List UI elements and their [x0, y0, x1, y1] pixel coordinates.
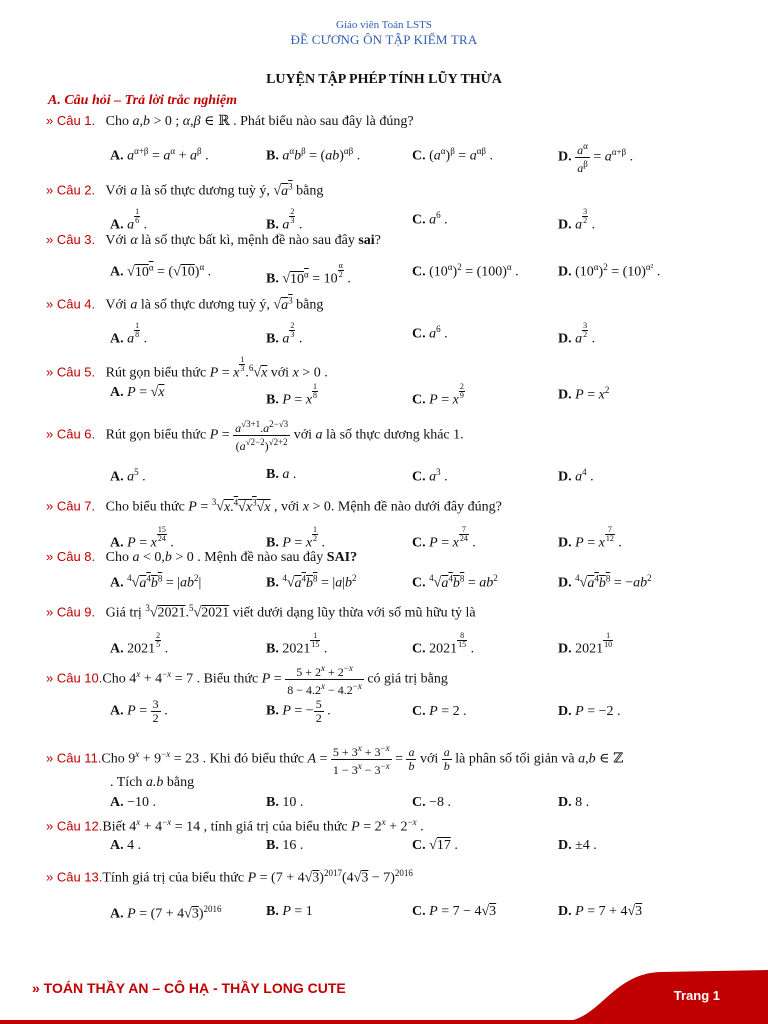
question-11: » Câu 11.Cho $9^x + 9^{-x} = 23$ . Khi đó biểu thức A = $\frac{5 + 3^x + 3^{-x}}{1 - 3^x - 3^{-x}}$ = $\frac{a}{b}$ với $\frac{a}{b}$ là phân số tối giản và a,b ∈ ℤ: [46, 743, 624, 777]
answer-11a: A. −10 .: [110, 795, 157, 810]
answer-8a: A. $^4√a^4b^8 = |ab^2|$: [110, 573, 202, 591]
question-7: » Câu 7. Cho biểu thức $P = ^3√x.^4√x^3√x$ , với x > 0. Mệnh đề nào dưới đây đúng?: [46, 497, 502, 515]
answer-7a: A. P = x $\frac{15}{24}$ .: [110, 525, 174, 551]
answer-11c: C. −8 .: [412, 795, 452, 810]
question-number: » Câu 6.: [46, 426, 96, 442]
answer-6b: B. a .: [266, 467, 297, 482]
answer-4c: C. $a^6$ .: [412, 324, 448, 342]
answer-3b: B. $√10^\alpha = 10$ $\frac{\alpha}{2}$ .: [266, 261, 351, 287]
answer-4a: A. a $\frac{1}{8}$ .: [110, 321, 148, 347]
answer-5d: D. $P = x^2$: [558, 385, 610, 403]
answer-3d: D. $(10^\alpha)^2 = (10)^{\alpha^2}$ .: [558, 262, 661, 280]
question-number: » Câu 12.: [46, 818, 103, 834]
question-3: » Câu 3. Với α là số thực bất kì, mệnh đề nào sau đây sai?: [46, 232, 381, 248]
question-12: » Câu 12.Biết $4^x + 4^{-x} = 14$ , tính giá trị của biểu thức $P = 2^x + 2^{-x}$ .: [46, 817, 424, 835]
question-number: » Câu 11.: [46, 750, 102, 766]
answer-13a: A. $P = (7 + 4√3)^{2016}$: [110, 904, 222, 922]
question-number: » Câu 2.: [46, 182, 96, 198]
question-8: » Câu 8. Cho a < 0,b > 0 . Mệnh đề nào sau đây SAI?: [46, 549, 358, 565]
header-title: ĐỀ CƯƠNG ÔN TẬP KIỂM TRA: [290, 32, 478, 47]
answer-6d: D. $a^4$ .: [558, 467, 594, 485]
answer-13b: B. P = 1: [266, 904, 313, 919]
question-number: » Câu 10.: [46, 670, 103, 686]
answer-7d: D. P = x $\frac{7}{12}$ .: [558, 525, 622, 551]
question-9: » Câu 9. Giá trị $^3$√2021.$^5$√2021 viết dưới dạng lũy thừa với số mũ hữu tỷ là: [46, 603, 476, 621]
question-10: » Câu 10.Cho $4^x + 4^{-x} = 7$ . Biểu thức P = $\frac{5 + 2^x + 2^{-x}}{8 - 4.2^x - 4.2^{-x}}$ có giá trị bằng: [46, 663, 448, 697]
question-6: » Câu 6. Rút gọn biểu thức P = $\frac{a^{√3+1}.a^{2-√3}}{(a^{√2-2})^{√2+2}}$ với a là số thực dương khác 1.: [46, 419, 464, 453]
question-4: » Câu 4. Với a là số thực dương tuỳ ý, $√a^3$ bằng: [46, 295, 324, 313]
answer-10c: C. P = 2 .: [412, 704, 467, 719]
answer-9b: B. 2021 $\frac{1}{15}$ .: [266, 631, 328, 657]
answer-13d: D. P = 7 + 4√3: [558, 904, 643, 919]
question-number: » Câu 9.: [46, 604, 96, 620]
question-number: » Câu 1.: [46, 113, 96, 128]
answer-5b: B. P = x $\frac{1}{8}$: [266, 382, 318, 408]
answer-3a: A. $√10^\alpha = (√10)^\alpha$ .: [110, 262, 212, 280]
answer-10a: A. P = $\frac{3}{2}$ .: [110, 697, 168, 725]
answer-1d: D. $\frac{a^\alpha}{a^\beta}$ = $a^{\alpha+\beta}$ .: [558, 141, 634, 175]
answer-9c: C. 2021 $\frac{8}{15}$ .: [412, 631, 475, 657]
answer-11b: B. 10 .: [266, 795, 304, 810]
answer-7c: C. P = x $\frac{7}{24}$ .: [412, 525, 476, 551]
page-number: Trang 1: [673, 988, 720, 1003]
question-number: » Câu 5.: [46, 364, 96, 380]
answer-12b: B. 16 .: [266, 838, 304, 853]
answer-1a: A. $a^{\alpha+\beta} = a^\alpha + a^\beta$ .: [110, 146, 209, 164]
answer-11d: D. 8 .: [558, 795, 590, 810]
question-1: » Câu 1. Cho a,b > 0 ; α,β ∈ ℝ . Phát biểu nào sau đây là đúng?: [46, 113, 414, 129]
question-number: » Câu 4.: [46, 296, 96, 312]
answer-12c: C. √17 .: [412, 838, 458, 853]
header-teacher: Giáo viên Toán LSTS: [336, 19, 432, 31]
question-5: » Câu 5. Rút gọn biểu thức P = x $\frac{1}{3}$ .$^6$√x với x > 0 .: [46, 355, 328, 381]
question-number: » Câu 13.: [46, 869, 103, 885]
question-13: » Câu 13.Tính giá trị của biểu thức $P = (7 + 4√3)^{2017}(4√3 - 7)^{2016}$: [46, 868, 413, 886]
answer-4d: D. a $\frac{3}{2}$ .: [558, 321, 596, 347]
question-11-cont: . Tích a.b bằng: [110, 775, 195, 790]
answer-6a: A. $a^5$ .: [110, 467, 146, 485]
answer-10d: D. P = −2 .: [558, 704, 621, 719]
section-heading: A. Câu hỏi – Trả lời trắc nghiệm: [48, 93, 238, 108]
answer-7b: B. P = x $\frac{1}{2}$ .: [266, 525, 326, 551]
answer-8d: D. $^4√a^4b^8 = -ab^2$: [558, 573, 652, 591]
answer-2d: D. a $\frac{3}{2}$ .: [558, 207, 596, 233]
answer-9d: D. 2021 $\frac{1}{10}$: [558, 631, 613, 657]
answer-9a: A. 2021 $\frac{2}{5}$ .: [110, 631, 169, 657]
question-2: » Câu 2. Với a là số thực dương tuỳ ý, $√a^3$ bằng: [46, 181, 324, 199]
answer-12a: A. 4 .: [110, 838, 142, 853]
answer-6c: C. $a^3$ .: [412, 467, 448, 485]
answer-2b: B. a $\frac{2}{3}$ .: [266, 207, 303, 233]
answer-3c: C. $(10^\alpha)^2 = (100)^\alpha$ .: [412, 262, 519, 280]
answer-12d: D. ±4 .: [558, 838, 597, 853]
answer-5a: A. P = √x: [110, 385, 165, 400]
answer-8c: C. $^4√a^4b^8 = ab^2$: [412, 573, 498, 591]
page-header: [0, 18, 768, 48]
answer-2a: A. a $\frac{1}{6}$ .: [110, 207, 148, 233]
question-number: » Câu 8.: [46, 549, 96, 564]
answer-10b: B. P = − $\frac{5}{2}$ .: [266, 697, 331, 725]
document-title: LUYỆN TẬP PHÉP TÍNH LŨY THỪA: [266, 72, 502, 87]
footer-text: » TOÁN THẦY AN – CÔ HẠ - THẦY LONG CUTE: [32, 980, 346, 996]
answer-1b: B. $a^\alpha b^\beta = (ab)^{\alpha\beta}$ .: [266, 146, 361, 164]
answer-13c: C. P = 7 − 4√3: [412, 904, 497, 919]
answer-4b: B. a $\frac{2}{3}$ .: [266, 321, 303, 347]
answer-8b: B. $^4√a^4b^8 = |a|b^2$: [266, 573, 357, 591]
answer-5c: C. P = x $\frac{2}{9}$: [412, 382, 464, 408]
answer-1c: C. $(a^\alpha)^\beta = a^{\alpha\beta}$ .: [412, 146, 493, 164]
answer-2c: C. $a^6$ .: [412, 210, 448, 228]
question-number: » Câu 7.: [46, 498, 96, 514]
question-number: » Câu 3.: [46, 232, 96, 247]
